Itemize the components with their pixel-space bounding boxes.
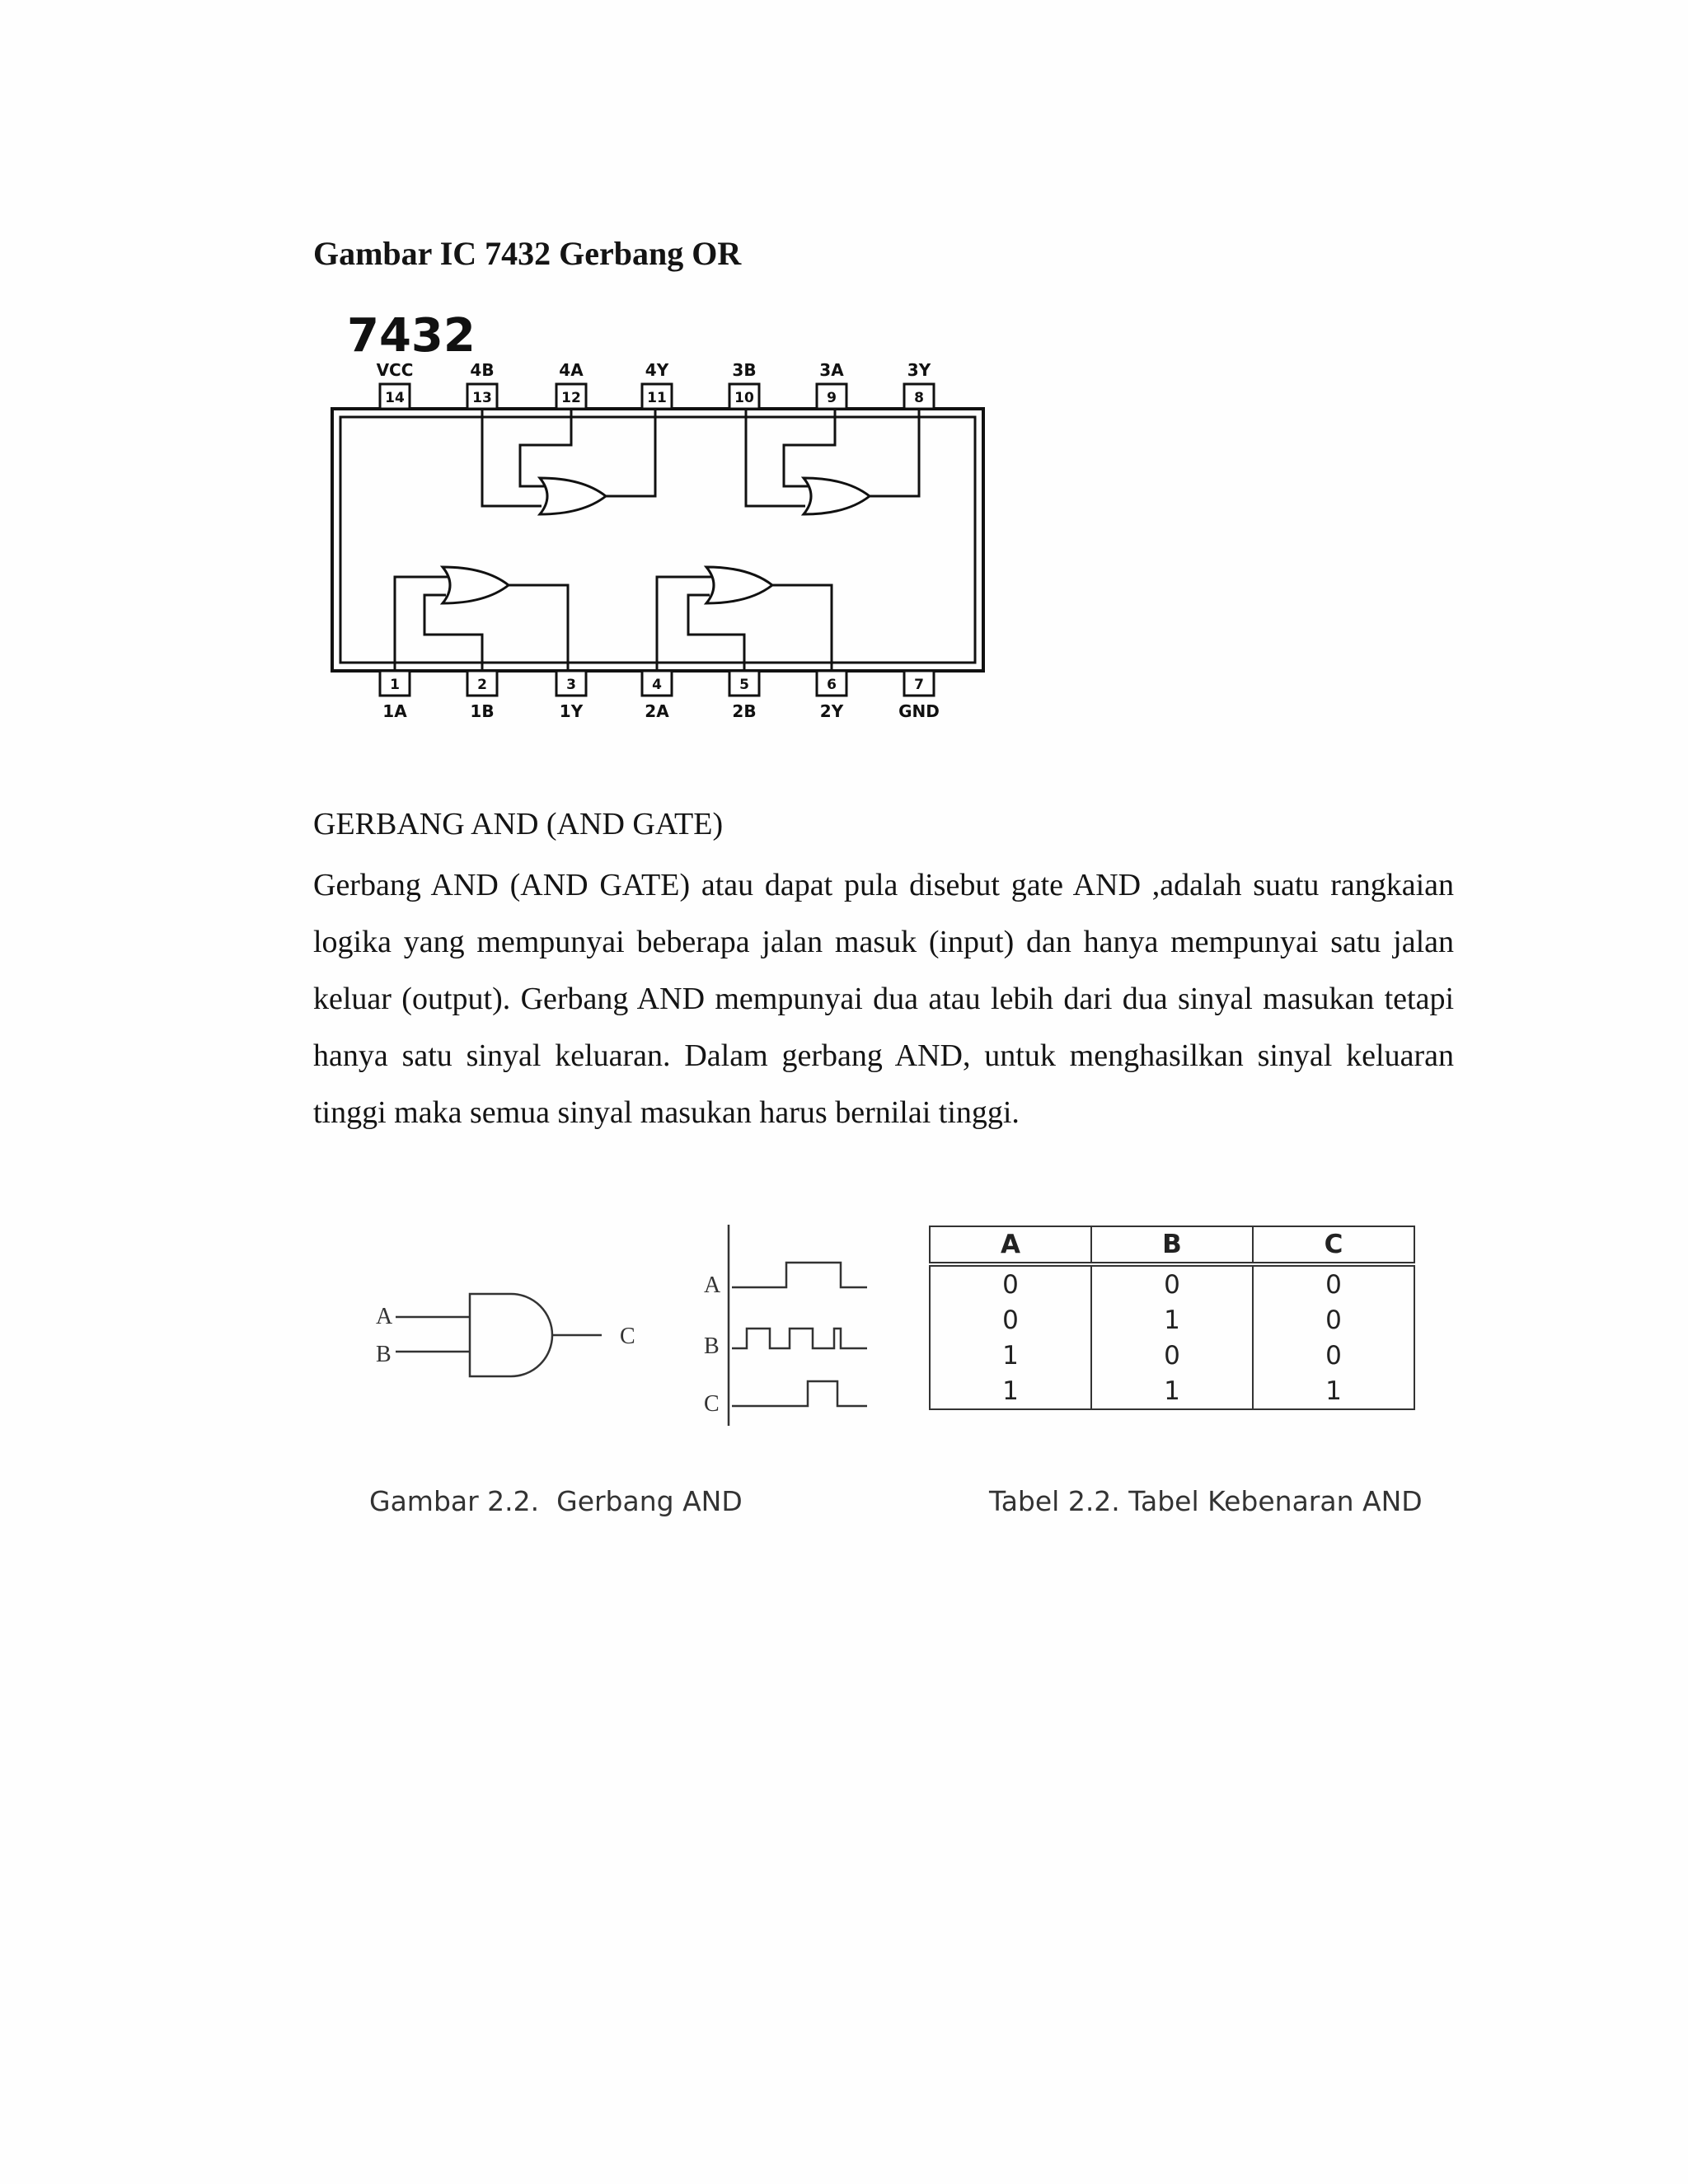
top-pin-12 (556, 360, 586, 409)
bottom-pin-4 (642, 671, 672, 721)
table-cell: 1 (1091, 1373, 1253, 1409)
ic-part-number: 7432 (347, 309, 476, 363)
timing-wave-a (732, 1263, 867, 1287)
table-cell: 1 (1091, 1302, 1253, 1338)
section-heading: GERBANG AND (AND GATE) (313, 807, 724, 841)
pin-number: 14 (385, 390, 405, 406)
pin-label: 1B (470, 701, 495, 721)
pin-number: 6 (827, 677, 837, 693)
pin-number: 1 (390, 677, 400, 693)
and-input-b-label: B (376, 1342, 392, 1367)
pin-label: 2B (732, 701, 757, 721)
table-cell: 0 (1253, 1264, 1414, 1302)
ic-7432-diagram (317, 297, 1010, 733)
table-caption: Tabel 2.2. Tabel Kebenaran AND (989, 1485, 1423, 1517)
pin-label: VCC (376, 360, 414, 380)
pin-number: 2 (477, 677, 487, 693)
and-input-a-label: A (376, 1304, 393, 1329)
pin-label: 2Y (819, 701, 844, 721)
pin-label: 3A (819, 360, 844, 380)
pin-label: GND (898, 701, 940, 721)
pin-label: 1Y (559, 701, 584, 721)
or-gate-1 (395, 567, 568, 671)
top-pin-10 (729, 360, 759, 409)
pin-number: 13 (472, 390, 492, 406)
or-gate-2 (657, 567, 832, 671)
bottom-pin-7 (898, 671, 940, 721)
table-cell: 1 (930, 1373, 1091, 1409)
table-row (930, 1264, 1414, 1302)
pin-number: 3 (566, 677, 576, 693)
table-row (930, 1302, 1414, 1338)
truth-table-header-a: A (930, 1226, 1091, 1264)
timing-label-a: A (704, 1272, 721, 1298)
pin-label: 3Y (907, 360, 931, 380)
table-cell: 0 (1091, 1338, 1253, 1373)
and-output-c-label: C (620, 1324, 635, 1349)
top-pin-8 (904, 360, 934, 409)
table-cell: 0 (930, 1264, 1091, 1302)
pin-label: 2A (645, 701, 669, 721)
truth-table-header-b: B (1091, 1226, 1253, 1264)
and-gate-symbol (363, 1269, 659, 1393)
timing-wave-c (732, 1381, 867, 1406)
pin-number: 4 (652, 677, 662, 693)
pin-number: 7 (914, 677, 924, 693)
timing-wave-b (732, 1329, 867, 1348)
timing-diagram (692, 1220, 890, 1434)
timing-label-b: B (704, 1333, 720, 1359)
figure-caption: Gambar 2.2. Gerbang AND (369, 1485, 743, 1517)
table-cell: 0 (1253, 1302, 1414, 1338)
truth-table-header-row (930, 1226, 1414, 1264)
top-pin-9 (817, 360, 846, 409)
pin-label: 3B (732, 360, 757, 380)
body-paragraph: Gerbang AND (AND GATE) atau dapat pula disebut gate AND ,adalah suatu rangkaian logika yang mempunyai beberapa jalan masuk (input) dan hanya mempunyai satu jalan keluar (output). Gerbang AND mempunyai dua atau lebih dari dua sinyal masukan tetapi hanya satu sinyal keluaran. Dalam gerbang AND, untuk menghasilkan sinyal keluaran tinggi maka semua sinyal masukan harus bernilai tinggi. (313, 868, 1454, 1130)
pin-number: 8 (914, 390, 924, 406)
pin-label: 4Y (645, 360, 669, 380)
figure-title: Gambar IC 7432 Gerbang OR (313, 235, 742, 272)
top-pin-11 (642, 360, 672, 409)
bottom-pin-6 (817, 671, 846, 721)
top-pin-13 (467, 360, 497, 409)
bottom-pin-1 (380, 671, 410, 721)
pin-label: 4B (470, 360, 495, 380)
pin-number: 5 (739, 677, 749, 693)
pin-number: 10 (734, 390, 754, 406)
or-gate-3 (746, 409, 919, 514)
pin-label: 1A (382, 701, 407, 721)
bottom-pin-3 (556, 671, 586, 721)
table-cell: 1 (930, 1338, 1091, 1373)
pin-label: 4A (559, 360, 584, 380)
table-row (930, 1338, 1414, 1373)
truth-table (929, 1226, 1415, 1410)
bottom-pin-2 (467, 671, 497, 721)
timing-label-c: C (704, 1391, 720, 1417)
table-cell: 0 (1253, 1338, 1414, 1373)
top-pin-14 (377, 360, 414, 409)
or-gate-4 (482, 409, 655, 514)
bottom-pin-5 (729, 671, 759, 721)
table-cell: 0 (1091, 1264, 1253, 1302)
table-cell: 0 (930, 1302, 1091, 1338)
pin-number: 12 (561, 390, 581, 406)
truth-table-header-c: C (1253, 1226, 1414, 1264)
table-cell: 1 (1253, 1373, 1414, 1409)
pin-number: 11 (647, 390, 667, 406)
table-row (930, 1373, 1414, 1409)
pin-number: 9 (827, 390, 837, 406)
